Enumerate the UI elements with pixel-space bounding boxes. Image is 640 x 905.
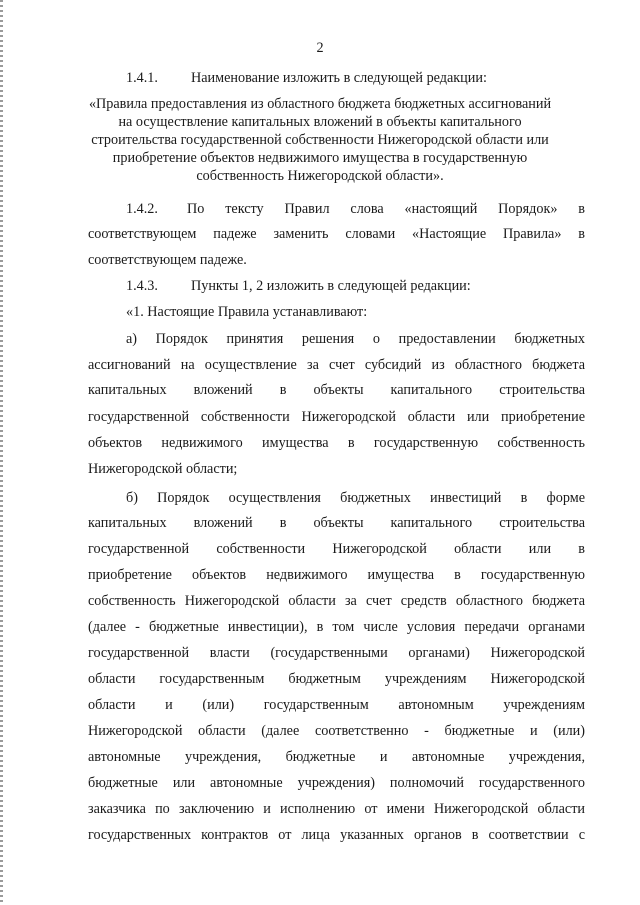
paragraph-line: Нижегородской области (далее соответственно - бюджетные и (или) [88, 723, 585, 739]
paragraph-line: Нижегородской области; [88, 461, 238, 477]
paragraph-line: области государственным бюджетным учреждениям Нижегородской [88, 671, 585, 687]
paragraph-line: собственность Нижегородской области за счет средств областного бюджета [88, 593, 585, 609]
section-number-1-4-3: 1.4.3. [126, 278, 158, 294]
page-number: 2 [316, 40, 324, 56]
paragraph-line: государственной собственности Нижегородской области или приобретение [88, 409, 585, 425]
section-text-1-4-2: По тексту Правил слова «настоящий Порядок» в [187, 201, 585, 217]
paragraph-line: а) Порядок принятия решения о предоставлении бюджетных [126, 331, 585, 347]
paragraph-line: государственной власти (государственными органами) Нижегородской [88, 645, 585, 661]
quote-line: «Правила предоставления из областного бюджета бюджетных ассигнований [88, 96, 552, 112]
paragraph-line: ассигнований на осуществление за счет субсидий из областного бюджета [88, 357, 585, 373]
quote-line: собственность Нижегородской области». [196, 168, 444, 184]
paragraph-line: (далее - бюджетные инвестиции), в том числе условия передачи органами [88, 619, 585, 635]
quote-line: приобретение объектов недвижимого имущества в государственную [112, 150, 528, 166]
paragraph-line: «1. Настоящие Правила устанавливают: [126, 304, 368, 320]
paragraph-line: капитальных вложений в объекты капитального строительства [88, 382, 585, 398]
paragraph-line: государственных контрактов от лица указанных органов в соответствии с [88, 827, 585, 843]
paragraph-line: капитальных вложений в объекты капитального строительства [88, 515, 585, 531]
section-number-1-4-2: 1.4.2. [126, 201, 158, 217]
section-number-1-4-1: 1.4.1. [126, 70, 158, 86]
section-text-1-4-1: Наименование изложить в следующей редакции: [191, 70, 487, 86]
paragraph-line: заказчика по заключению и исполнению от имени Нижегородской области [88, 801, 585, 817]
paragraph-line: автономные учреждения, бюджетные и автономные учреждения, [88, 749, 585, 765]
paragraph-line: приобретение объектов недвижимого имущества в государственную [88, 567, 585, 583]
paragraph-line: соответствующем падеже заменить словами «Настоящие Правила» в [88, 226, 585, 242]
paragraph-line: бюджетные или автономные учреждения) полномочий государственного [88, 775, 585, 791]
quote-line: строительства государственной собственности Нижегородской области или [91, 132, 549, 148]
paragraph-line: б) Порядок осуществления бюджетных инвестиций в форме [126, 490, 585, 506]
paragraph-line: объектов недвижимого имущества в государственную собственность [88, 435, 585, 451]
paragraph-line: соответствующем падеже. [88, 252, 247, 268]
section-text-1-4-3: Пункты 1, 2 изложить в следующей редакции: [191, 278, 471, 294]
paragraph-line: области и (или) государственным автономным учреждениям [88, 697, 585, 713]
quote-line: на осуществление капитальных вложений в объекты капитального [118, 114, 522, 130]
paragraph-line: государственной собственности Нижегородской области или в [88, 541, 585, 557]
